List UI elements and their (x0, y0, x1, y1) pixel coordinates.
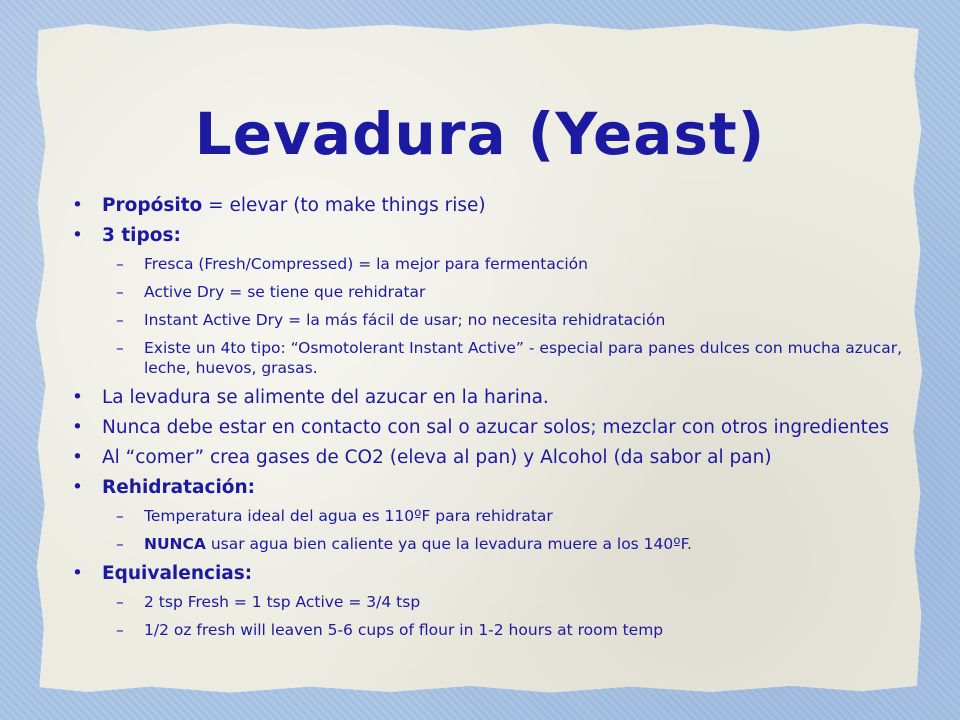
sub-bullet-item (66, 620, 916, 640)
bullet-list (66, 194, 916, 648)
bullet-icon: • (72, 447, 83, 468)
sub-bullet-item (66, 534, 916, 554)
dash-icon: – (116, 255, 124, 273)
sub-bullet-item (66, 506, 916, 526)
dash-icon: – (116, 283, 124, 301)
bullet-icon: • (72, 195, 83, 216)
dash-icon: – (116, 339, 124, 357)
bullet-icon: • (72, 477, 83, 498)
bullet-item (66, 446, 916, 470)
bullet-text: = elevar (to make things rise) (202, 195, 486, 216)
bullet-text: Temperatura ideal del agua es 110ºF para rehidratar (144, 507, 553, 525)
dash-icon: – (116, 593, 124, 611)
dash-icon: – (116, 507, 124, 525)
sub-bullet-item (66, 592, 916, 612)
bullet-icon: • (72, 563, 83, 584)
bullet-bold-text: 3 tipos: (102, 225, 181, 246)
bullet-item (66, 386, 916, 410)
bullet-item (66, 562, 916, 586)
bullet-text: La levadura se alimente del azucar en la harina. (102, 387, 549, 408)
sub-bullet-item (66, 282, 916, 302)
bullet-text: 2 tsp Fresh = 1 tsp Active = 3/4 tsp (144, 593, 421, 611)
bullet-icon: • (72, 225, 83, 246)
bullet-bold-text: Equivalencias: (102, 563, 253, 584)
bullet-text: Active Dry = se tiene que rehidratar (144, 283, 426, 301)
bullet-icon: • (72, 417, 83, 438)
bullet-item (66, 224, 916, 248)
dash-icon: – (116, 311, 124, 329)
bullet-text: 1/2 oz fresh will leaven 5-6 cups of flour in 1-2 hours at room temp (144, 621, 664, 639)
sub-bullet-item (66, 254, 916, 274)
bullet-item (66, 416, 916, 440)
bullet-text: Instant Active Dry = la más fácil de usar; no necesita rehidratación (144, 311, 666, 329)
bullet-icon: • (72, 387, 83, 408)
dash-icon: – (116, 535, 124, 553)
bullet-item (66, 194, 916, 218)
bullet-bold-text: NUNCA (144, 535, 206, 553)
sub-bullet-item (66, 338, 916, 378)
bullet-text: Fresca (Fresh/Compressed) = la mejor para fermentación (144, 255, 588, 273)
bullet-text: Existe un 4to tipo: “Osmotolerant Instant Active” - especial para panes dulces con mucha azucar, leche, huevos, grasas. (144, 339, 903, 377)
bullet-bold-text: Propósito (102, 195, 203, 216)
bullet-bold-text: Rehidratación: (102, 477, 256, 498)
bullet-text: usar agua bien caliente ya que la levadura muere a los 140ºF. (205, 535, 692, 553)
bullet-text: Al “comer” crea gases de CO2 (eleva al pan) y Alcohol (da sabor al pan) (102, 447, 772, 468)
dash-icon: – (116, 621, 124, 639)
bullet-item (66, 476, 916, 500)
bullet-text: Nunca debe estar en contacto con sal o azucar solos; mezclar con otros ingredientes (102, 417, 889, 438)
slide-title: Levadura (Yeast) (194, 100, 766, 168)
sub-bullet-item (66, 310, 916, 330)
